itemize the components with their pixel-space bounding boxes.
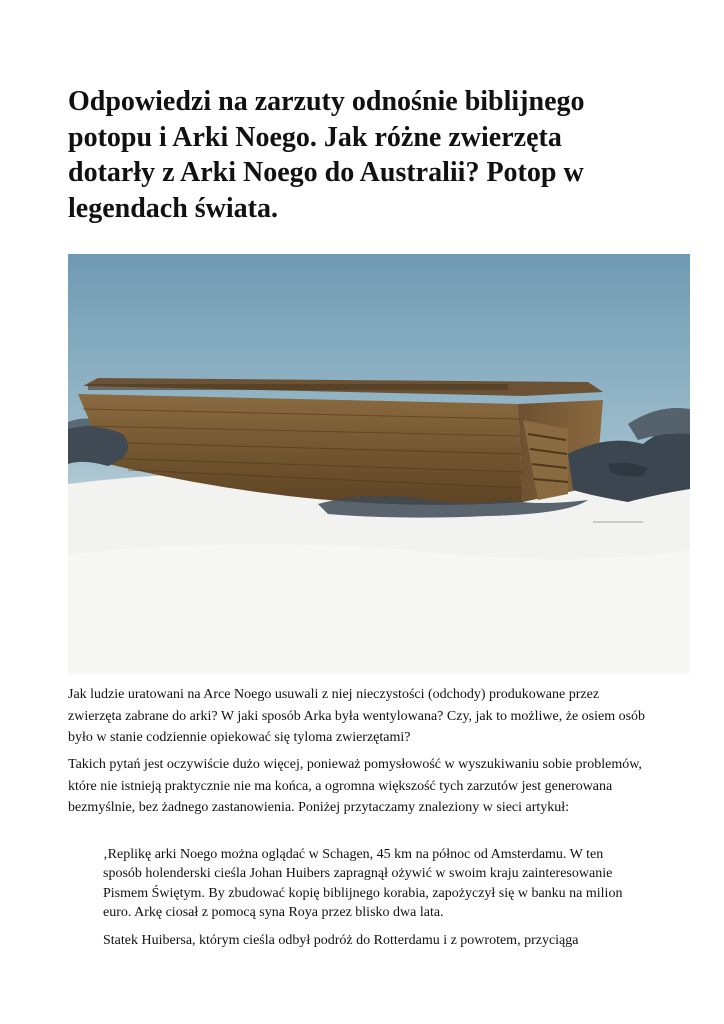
ark-painting-image [68, 254, 690, 674]
paragraph-1: Jak ludzie uratowani na Arce Noego usuwali z niej nieczystości (odchody) produkowane przez zwierzęta zabrane do arki? W jaki sposób Arka była wentylowana? Czy, jak to możliwe, że osiem osób było w stanie codziennie opiekować się tyloma zwierzętami? [68, 687, 646, 746]
quote-paragraph-2: Statek Huibersa, którym cieśla odbył podróż do Rotterdamu i z powrotem, przyciąga [103, 933, 579, 948]
paragraph-2: Takich pytań jest oczywiście dużo więcej, ponieważ pomysłowość w wyszukiwaniu sobie problemów, które nie istnieją praktycznie nie ma końca, a ogromna większość tych zarzutów jest generowana bezmyślnie, bez żadnego zastanowienia. Poniżej przytaczamy znaleziony w sieci artykuł: [68, 757, 642, 816]
document-title: Odpowiedzi na zarzuty odnośnie biblijnego potopu i Arki Noego. Jak różne zwierzęta dotarły z Arki Noego do Australii? Potop w legendach świata. [68, 86, 585, 224]
quote-paragraph-1: ‚Replikę arki Noego można oglądać w Schagen, 45 km na północ od Amsterdamu. W ten sposób holenderski cieśla Johan Huibers zapragnął ożywić w swoim kraju zainteresowanie Pismem Świętym. By zbudować kopię biblijnego korabia, zapożyczył się w banku na milion euro. Arkę ciosał z pomocą syna Roya przez blisko dwa lata. [103, 847, 623, 920]
